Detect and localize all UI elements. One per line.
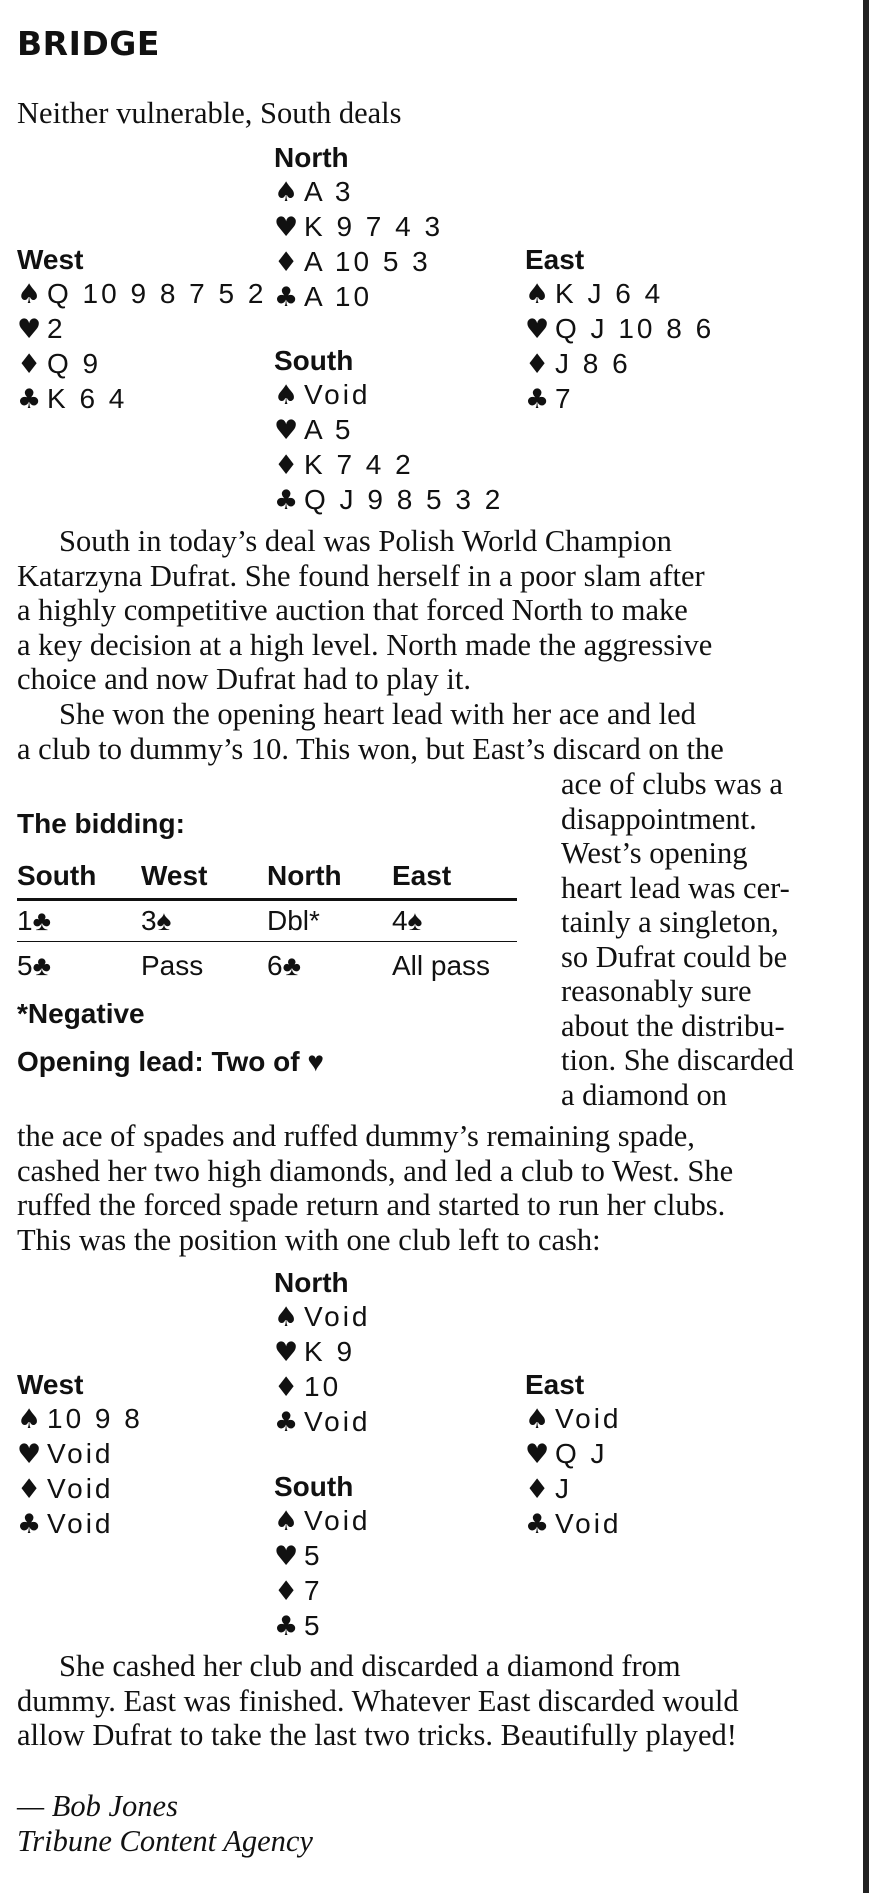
heart-icon: ♥ [274, 1541, 299, 1572]
heart-icon: ♥ [525, 1439, 550, 1470]
syndicate-name: Tribune Content Agency [17, 1823, 313, 1858]
spade-icon: ♠ [274, 177, 299, 208]
heart-icon: ♥ [274, 212, 299, 243]
spade-cards: Q 10 9 8 7 5 2 [47, 278, 267, 309]
bid-cell: 5♣ [17, 950, 51, 981]
heart-cards: 2 [47, 313, 66, 344]
paragraph-1 [17, 524, 847, 697]
heart-icon: ♥ [525, 314, 550, 345]
club-cards: Void [304, 1406, 371, 1437]
club-icon: ♣ [525, 1509, 550, 1540]
hand-direction: South [274, 345, 354, 376]
diamond-cards: J 8 6 [555, 348, 631, 379]
text-line: This was the position with one club left to cash: [17, 1222, 601, 1257]
text-line: Katarzyna Dufrat. She found herself in a poor slam after [17, 558, 705, 593]
paragraph-2 [17, 697, 847, 766]
byline [17, 1789, 313, 1858]
club-icon: ♣ [274, 1407, 299, 1438]
deal2-north-hand [274, 1266, 371, 1440]
hand-direction: South [274, 1471, 354, 1502]
spade-cards: Void [304, 1505, 371, 1536]
spade-icon: ♠ [17, 279, 42, 310]
author-name: — Bob Jones [17, 1789, 178, 1823]
heart-cards: A 5 [304, 414, 354, 445]
club-cards: 7 [555, 383, 574, 414]
diamond-icon: ♦ [274, 1576, 299, 1607]
spade-icon: ♠ [274, 380, 299, 411]
diamond-cards: 10 [304, 1371, 342, 1402]
spade-icon: ♠ [274, 1302, 299, 1333]
diamond-cards: J [555, 1473, 572, 1504]
diamond-icon: ♦ [274, 247, 299, 278]
intro-line: Neither vulnerable, South deals [17, 96, 402, 130]
deal2-east-hand [525, 1368, 622, 1542]
club-icon: ♣ [274, 1611, 299, 1642]
spade-cards: Void [304, 1301, 371, 1332]
diamond-cards: Q 9 [47, 348, 102, 379]
deal2-south-hand [274, 1470, 371, 1644]
text-line: heart lead was cer- [561, 870, 790, 905]
text-line: a diamond on [561, 1077, 728, 1112]
club-icon: ♣ [17, 384, 42, 415]
text-line: so Dufrat could be [561, 939, 788, 974]
bidding-box [17, 808, 522, 1077]
spade-icon: ♠ [274, 1506, 299, 1537]
page-title: BRIDGE [17, 24, 160, 63]
diamond-icon: ♦ [17, 1474, 42, 1505]
heart-cards: Void [47, 1438, 114, 1469]
text-line: South in today’s deal was Polish World Champion [59, 524, 672, 558]
bidding-header-rule [17, 898, 517, 901]
paragraph-4 [17, 1649, 847, 1753]
heart-cards: 5 [304, 1540, 323, 1571]
hand-direction: East [525, 244, 585, 275]
paragraph-3 [17, 1119, 847, 1257]
text-line: about the distribu- [561, 1008, 785, 1043]
club-cards: Q J 9 8 5 3 2 [304, 484, 504, 515]
heart-icon: ♥ [274, 415, 299, 446]
spade-cards: K J 6 4 [555, 278, 664, 309]
deal1-east-hand [525, 243, 714, 417]
diamond-cards: A 10 5 3 [304, 246, 431, 277]
text-line: cashed her two high diamonds, and led a club to West. She [17, 1153, 734, 1188]
spade-icon: ♠ [17, 1404, 42, 1435]
heart-cards: K 9 7 4 3 [304, 211, 444, 242]
text-line: ace of clubs was a [561, 767, 783, 801]
text-line: a key decision at a high level. North made the aggressive [17, 627, 713, 662]
diamond-icon: ♦ [525, 1474, 550, 1505]
diamond-cards: 7 [304, 1575, 323, 1606]
bidding-col-north: North [267, 860, 342, 891]
bidding-row-rule [17, 941, 517, 942]
bidding-col-south: South [17, 860, 97, 891]
bid-cell: Dbl* [267, 905, 320, 936]
text-line: ruffed the forced spade return and started to run her clubs. [17, 1188, 726, 1222]
text-line: the ace of spades and ruffed dummy’s remaining spade, [17, 1119, 695, 1153]
text-line: West’s opening [561, 836, 748, 870]
spade-cards: Void [555, 1403, 622, 1434]
bid-cell: 1♣ [17, 905, 51, 936]
deal2-west-hand [17, 1368, 143, 1542]
diamond-icon: ♦ [274, 1372, 299, 1403]
heart-icon: ♥ [17, 1439, 42, 1470]
deal1-north-hand [274, 141, 443, 315]
text-line: tion. She discarded [561, 1043, 794, 1077]
page-edge-rule [863, 0, 869, 1893]
text-line: She cashed her club and discarded a diamond from [59, 1649, 681, 1683]
hand-direction: North [274, 1267, 349, 1298]
spade-icon: ♠ [525, 279, 550, 310]
text-line: allow Dufrat to take the last two tricks. Beautifully played! [17, 1718, 737, 1752]
text-line: tainly a singleton, [561, 905, 779, 939]
club-cards: Void [555, 1508, 622, 1539]
bid-cell: 3♠ [141, 905, 172, 936]
text-line: a highly competitive auction that forced North to make [17, 593, 688, 627]
bid-cell: 4♠ [392, 905, 423, 936]
spade-cards: Void [304, 379, 371, 410]
heart-icon: ♥ [17, 314, 42, 345]
diamond-icon: ♦ [525, 349, 550, 380]
spade-cards: A 3 [304, 176, 354, 207]
text-line: a club to dummy’s 10. This won, but East’s discard on the [17, 731, 724, 766]
text-line: choice and now Dufrat had to play it. [17, 662, 471, 696]
spade-icon: ♠ [525, 1404, 550, 1435]
deal1-south-hand [274, 344, 503, 518]
club-icon: ♣ [525, 384, 550, 415]
heart-cards: K 9 [304, 1336, 356, 1367]
hand-direction: North [274, 142, 349, 173]
text-line: reasonably sure [561, 974, 752, 1008]
bid-cell: All pass [392, 950, 491, 981]
bidding-col-east: East [392, 860, 452, 891]
hand-direction: West [17, 1369, 84, 1400]
club-icon: ♣ [274, 485, 299, 516]
diamond-icon: ♦ [274, 450, 299, 481]
text-line: dummy. East was finished. Whatever East discarded would [17, 1683, 739, 1718]
bidding-heading: The bidding: [17, 808, 185, 839]
heart-icon: ♥ [274, 1337, 299, 1368]
bidding-col-west: West [141, 860, 208, 891]
club-cards: Void [47, 1508, 114, 1539]
diamond-cards: K 7 4 2 [304, 449, 414, 480]
bid-cell: 6♣ [267, 950, 301, 981]
opening-lead: Opening lead: Two of ♥ [17, 1046, 324, 1077]
club-cards: A 10 [304, 281, 373, 312]
club-icon: ♣ [274, 282, 299, 313]
heart-cards: Q J 10 8 6 [555, 313, 715, 344]
hand-direction: East [525, 1369, 585, 1400]
club-icon: ♣ [17, 1509, 42, 1540]
text-line: disappointment. [561, 801, 757, 836]
wrapped-text-column [561, 767, 851, 1112]
diamond-icon: ♦ [17, 349, 42, 380]
deal1-west-hand [17, 243, 266, 417]
heart-cards: Q J [555, 1438, 608, 1469]
bid-cell: Pass [141, 950, 204, 981]
text-line: She won the opening heart lead with her ace and led [59, 697, 696, 731]
hand-direction: West [17, 244, 84, 275]
bidding-footnote: *Negative [17, 998, 145, 1029]
diamond-cards: Void [47, 1473, 114, 1504]
club-cards: K 6 4 [47, 383, 128, 414]
club-cards: 5 [304, 1610, 323, 1641]
spade-cards: 10 9 8 [47, 1403, 143, 1434]
